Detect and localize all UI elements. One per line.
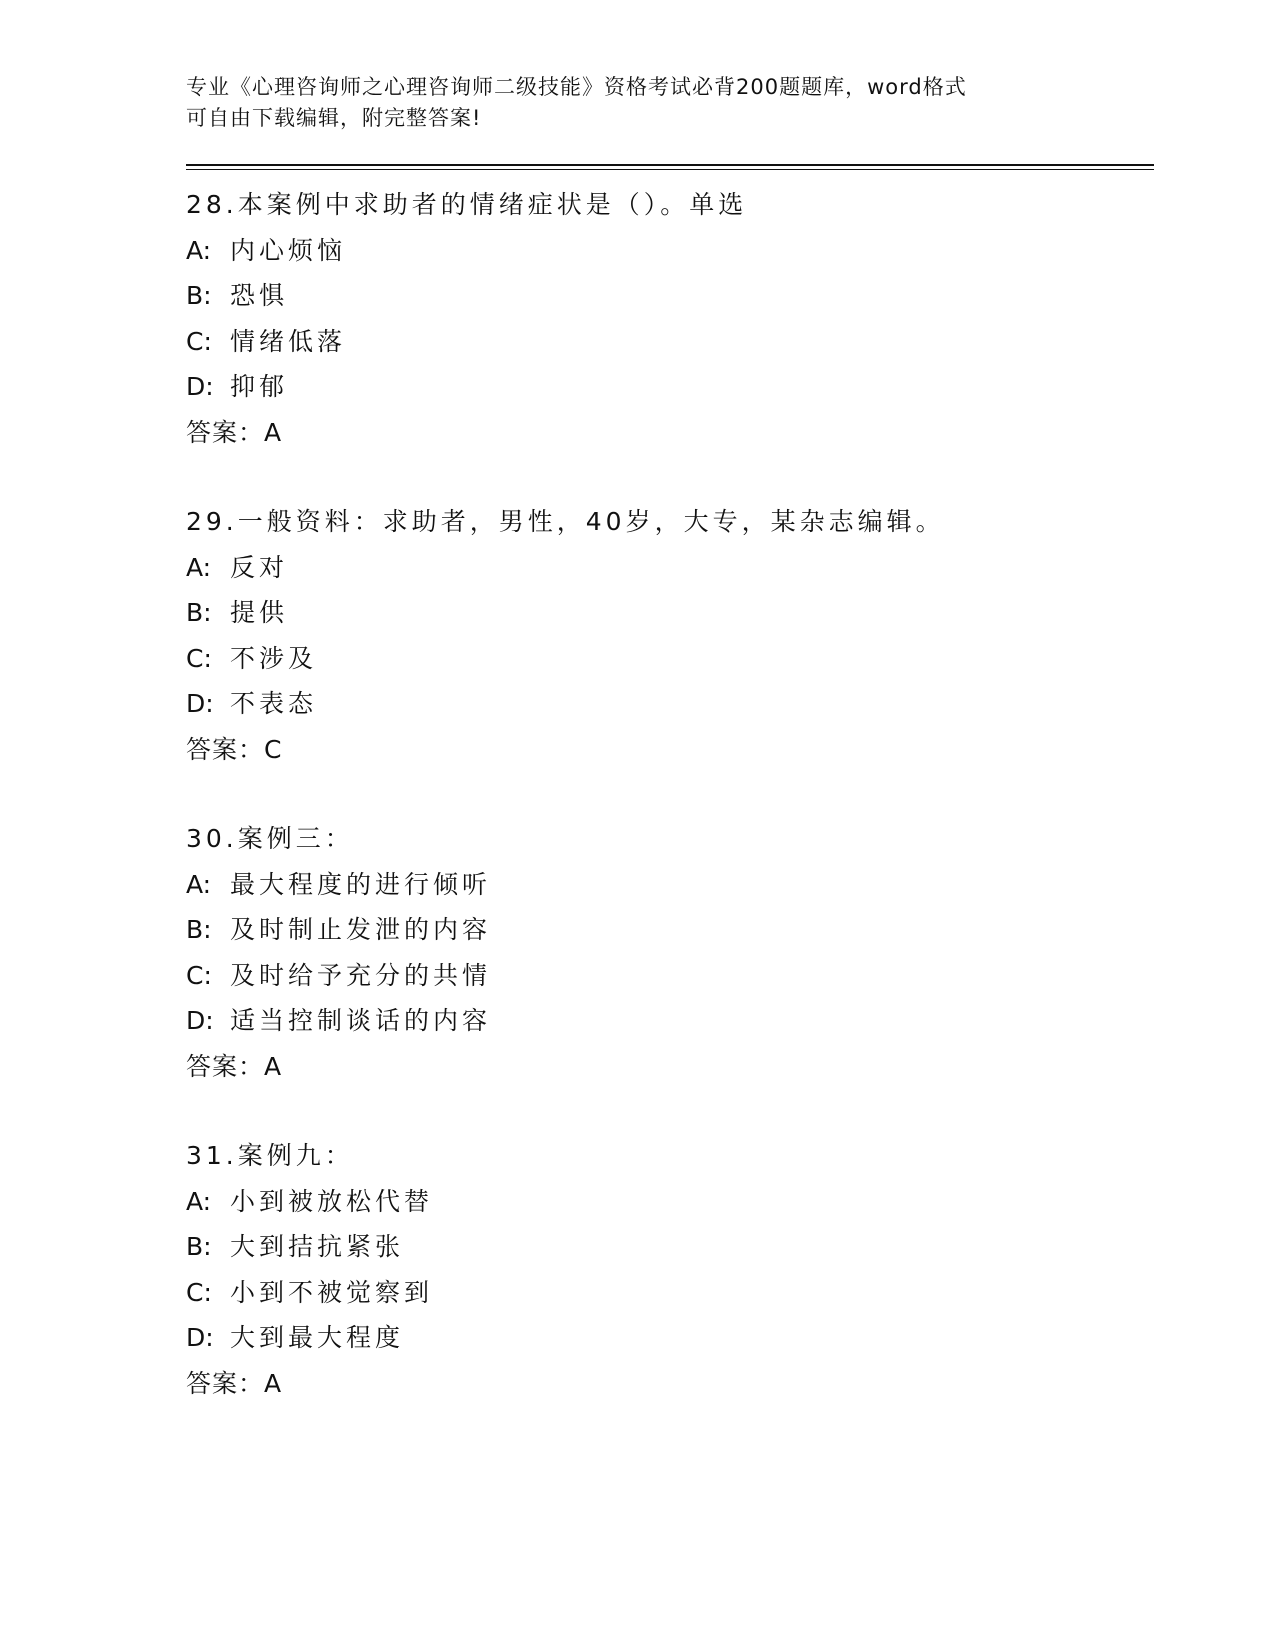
question-29 bbox=[186, 499, 1156, 772]
option-c bbox=[186, 953, 1156, 999]
option-letter: B: bbox=[186, 1232, 212, 1261]
option-c bbox=[186, 636, 1156, 682]
question-31 bbox=[186, 1133, 1156, 1406]
option-b bbox=[186, 273, 1156, 319]
document-header bbox=[186, 72, 1066, 134]
option-a bbox=[186, 545, 1156, 591]
option-letter: C: bbox=[186, 326, 212, 356]
document-page bbox=[186, 72, 1156, 1450]
option-letter: C: bbox=[186, 1277, 212, 1307]
option-d bbox=[186, 364, 1156, 410]
option-letter: D: bbox=[186, 689, 214, 718]
header-divider bbox=[186, 164, 1154, 170]
option-text: 大到拮抗紧张 bbox=[230, 1232, 405, 1261]
option-letter: D: bbox=[186, 1323, 214, 1352]
option-b bbox=[186, 590, 1156, 636]
option-a bbox=[186, 228, 1156, 274]
option-d bbox=[186, 1315, 1156, 1361]
answer-line: 答案：C bbox=[186, 734, 283, 764]
option-d bbox=[186, 998, 1156, 1044]
answer-line: 答案：A bbox=[186, 417, 283, 447]
option-letter: B: bbox=[186, 598, 212, 627]
option-text: 提供 bbox=[230, 598, 289, 627]
option-text: 小到不被觉察到 bbox=[230, 1277, 434, 1307]
option-d bbox=[186, 681, 1156, 727]
question-30 bbox=[186, 816, 1156, 1089]
option-text: 抑郁 bbox=[230, 372, 289, 401]
option-text: 大到最大程度 bbox=[230, 1323, 405, 1352]
answer-line: 答案：A bbox=[186, 1368, 283, 1398]
option-c bbox=[186, 319, 1156, 365]
option-text: 及时制止发泄的内容 bbox=[230, 915, 492, 944]
question-title: 31.案例九： bbox=[186, 1141, 354, 1170]
question-title: 29.一般资料：求助者，男性，40岁，大专，某杂志编辑。 bbox=[186, 507, 945, 536]
option-letter: A: bbox=[186, 869, 212, 899]
option-a bbox=[186, 1179, 1156, 1225]
option-letter: D: bbox=[186, 1006, 214, 1035]
option-a bbox=[186, 862, 1156, 908]
answer-line: 答案：A bbox=[186, 1051, 283, 1081]
option-letter: D: bbox=[186, 372, 214, 401]
option-letter: C: bbox=[186, 643, 212, 673]
option-text: 反对 bbox=[230, 552, 289, 582]
option-letter: A: bbox=[186, 1186, 212, 1216]
option-text: 最大程度的进行倾听 bbox=[230, 869, 492, 899]
option-text: 及时给予充分的共情 bbox=[230, 960, 492, 990]
header-line-2: 可自由下载编辑，附完整答案! bbox=[186, 106, 482, 130]
option-text: 小到被放松代替 bbox=[230, 1186, 434, 1216]
option-letter: B: bbox=[186, 281, 212, 310]
option-text: 不表态 bbox=[230, 689, 318, 718]
option-b bbox=[186, 1224, 1156, 1270]
question-28 bbox=[186, 182, 1156, 455]
option-c bbox=[186, 1270, 1156, 1316]
question-title: 30.案例三： bbox=[186, 824, 354, 853]
option-text: 内心烦恼 bbox=[230, 235, 347, 265]
header-line-1: 专业《心理咨询师之心理咨询师二级技能》资格考试必背200题题库，word格式 bbox=[186, 75, 967, 99]
option-letter: B: bbox=[186, 915, 212, 944]
option-letter: A: bbox=[186, 552, 212, 582]
option-text: 恐惧 bbox=[230, 281, 289, 310]
option-b bbox=[186, 907, 1156, 953]
option-letter: C: bbox=[186, 960, 212, 990]
question-list bbox=[186, 182, 1156, 1406]
question-title: 28.本案例中求助者的情绪症状是（）。单选 bbox=[186, 190, 748, 219]
option-text: 适当控制谈话的内容 bbox=[230, 1006, 492, 1035]
option-text: 不涉及 bbox=[230, 643, 318, 673]
option-letter: A: bbox=[186, 235, 212, 265]
option-text: 情绪低落 bbox=[230, 326, 347, 356]
